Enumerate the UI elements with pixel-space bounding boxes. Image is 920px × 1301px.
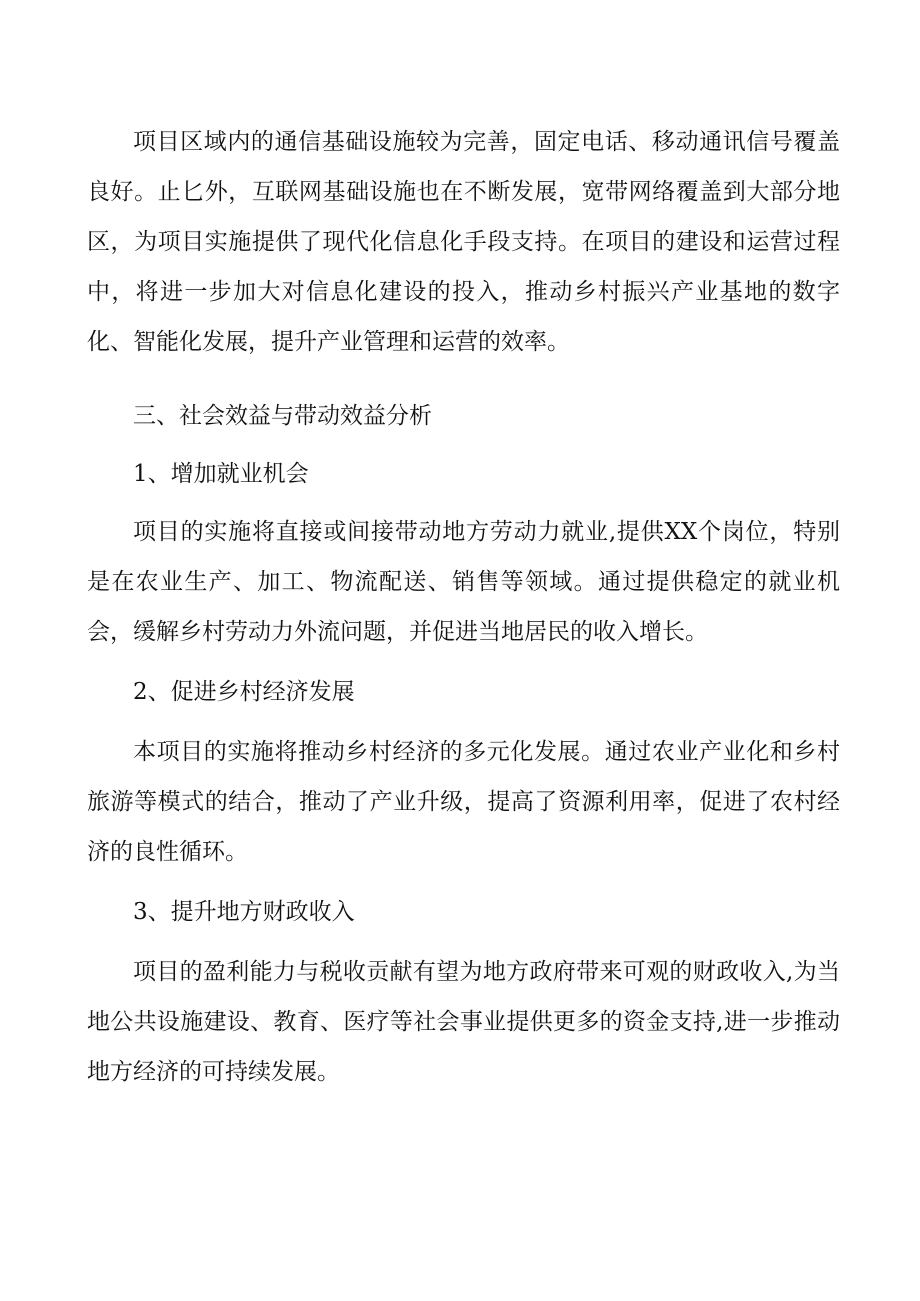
spacer xyxy=(87,717,840,727)
spacer xyxy=(87,937,840,947)
spacer xyxy=(87,657,840,667)
spacer xyxy=(87,441,840,449)
spacer xyxy=(87,499,840,507)
spacer xyxy=(87,367,840,391)
spacer xyxy=(87,877,840,887)
paragraph-employment: 项目的实施将直接或间接带动地方劳动力就业,提供XX个岗位，特别是在农业生产、加工、物流配送、销售等领域。通过提供稳定的就业机会，缓解乡村劳动力外流问题，并促进当地居民的收入增长。 xyxy=(87,519,840,645)
subheading-employment: 1、增加就业机会 xyxy=(133,461,309,487)
subheading-fiscal-revenue: 3、提升地方财政收入 xyxy=(133,899,355,925)
paragraph-telecom-infrastructure: 项目区域内的通信基础设施较为完善，固定电话、移动通讯信号覆盖良好。止匕外，互联网基础设施也在不断发展，宽带网络覆盖到大部分地区，为项目实施提供了现代化信息化手段支持。在项目的建设和运营过程中，将进一步加大对信息化建设的投入，推动乡村振兴产业基地的数字化、智能化发展，提升产业管理和运营的效率。 xyxy=(87,129,840,355)
subheading-rural-economy: 2、促进乡村经济发展 xyxy=(133,679,355,705)
section-heading: 三、社会效益与带动效益分析 xyxy=(133,403,432,429)
paragraph-rural-economy: 本项目的实施将推动乡村经济的多元化发展。通过农业产业化和乡村旅游等模式的结合，推动了产业升级，提高了资源利用率，促进了农村经济的良性循环。 xyxy=(87,739,840,865)
paragraph-fiscal-revenue: 项目的盈利能力与税收贡献有望为地方政府带来可观的财政收入,为当地公共设施建设、教育、医疗等社会事业提供更多的资金支持,进一步推动地方经济的可持续发展。 xyxy=(87,959,840,1085)
